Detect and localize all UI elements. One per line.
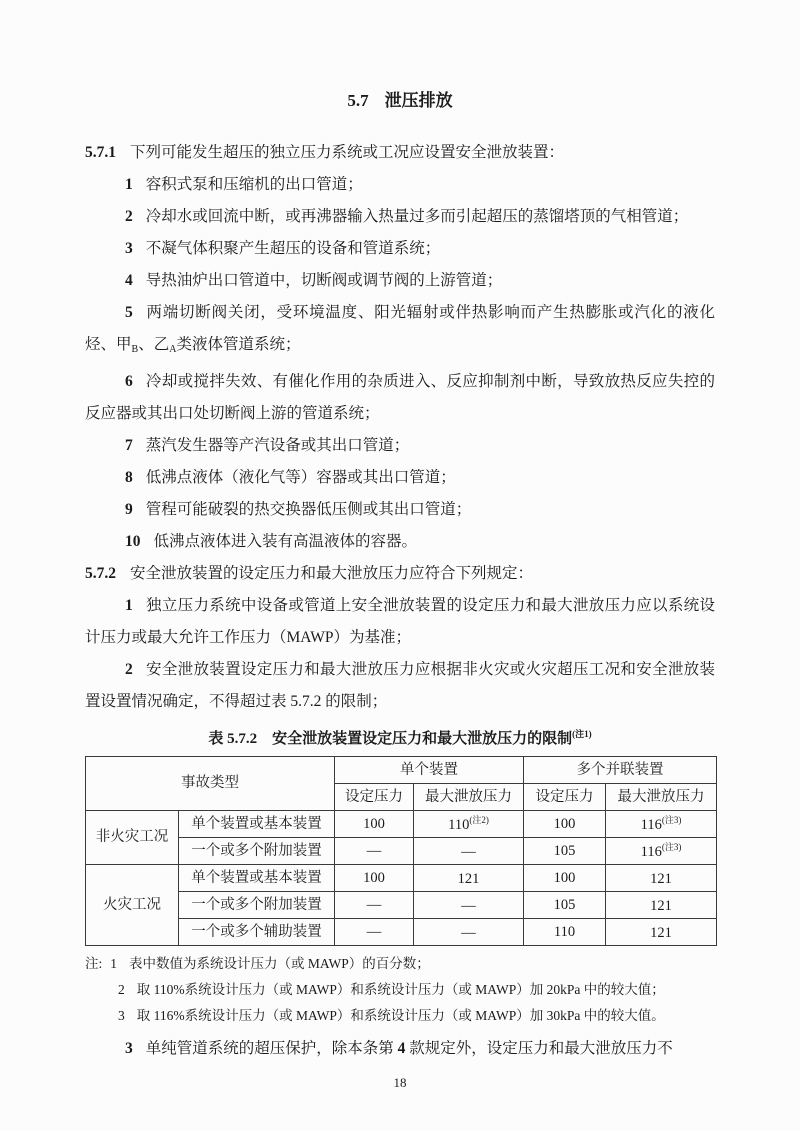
cell-note-ref: (注3) [661, 814, 682, 825]
cell-device-type: 一个或多个附加装置 [179, 838, 335, 865]
item-number: 9 [125, 501, 133, 518]
header-max-relief-single: 最大泄放压力 [414, 784, 524, 811]
item-text: 导热油炉出口管道中，切断阀或调节阀的上游管道； [145, 272, 503, 289]
header-set-pressure-single: 设定压力 [335, 784, 414, 811]
pressure-limit-table [85, 756, 717, 946]
table-note-3 [85, 1003, 715, 1029]
item-text: 独立压力系统中设备或管道上安全泄放装置的设定压力和最大泄放压力应以系统设计压力或最大允许工作压力（MAWP）为基准； [85, 597, 715, 646]
cell-device-type: 单个装置或基本装置 [179, 865, 335, 892]
note-text: 取 110%系统设计压力（或 MAWP）和系统设计压力（或 MAWP）加 20kPa 中的较大值； [136, 982, 665, 997]
item-number: 3 [125, 240, 133, 257]
list-item-4 [85, 265, 715, 297]
cell-value: 121 [457, 870, 480, 887]
cell-device-type: 一个或多个辅助装置 [179, 919, 335, 946]
header-set-pressure-multi: 设定压力 [524, 784, 606, 811]
item-text: 低沸点液体进入装有高温液体的容器。 [153, 533, 418, 550]
list-item-572-2 [85, 654, 715, 718]
item-number: 10 [125, 533, 141, 550]
list-item-5 [85, 297, 715, 366]
cell-set-pressure-single: 100 [335, 811, 414, 838]
clause-intro-text: 下列可能发生超压的独立压力系统或工况应设置安全泄放装置： [130, 144, 565, 161]
table-row [86, 919, 717, 946]
cell-category-nonfire: 非火灾工况 [86, 811, 179, 865]
cell-set-pressure-multi: 110 [524, 919, 606, 946]
item-number: 3 [125, 1040, 133, 1057]
item-text: 管程可能破裂的热交换器低压侧或其出口管道； [145, 501, 472, 518]
cell-max-relief-multi [606, 919, 717, 946]
table-row [86, 865, 717, 892]
table-note-2 [85, 977, 715, 1003]
list-item-7 [85, 430, 715, 462]
cell-note-ref: (注2) [469, 814, 489, 825]
cell-value: 121 [650, 897, 672, 914]
list-item-572-3 [85, 1033, 715, 1065]
cell-set-pressure-single: — [335, 838, 414, 865]
cell-value: — [461, 897, 476, 914]
note-number: 2 [118, 982, 125, 997]
table-row [86, 892, 717, 919]
item-text: 容积式泵和压缩机的出口管道； [145, 176, 363, 193]
cell-max-relief-single [414, 838, 524, 865]
cell-max-relief-single [414, 865, 524, 892]
clause-reference-number: 4 [397, 1040, 406, 1057]
cell-set-pressure-single: 100 [335, 865, 414, 892]
item-text: 低沸点液体（液化气等）容器或其出口管道； [145, 469, 456, 486]
cell-set-pressure-multi: 105 [524, 838, 606, 865]
table-caption [85, 722, 715, 751]
note-text: 表中数值为系统设计压力（或 MAWP）的百分数； [129, 956, 430, 971]
item-text: 冷却或搅拌失效、有催化作用的杂质进入、反应抑制剂中断，导致放热反应失控的反应器或其出口处切断阀上游的管道系统； [85, 373, 715, 422]
cell-value: — [461, 924, 476, 941]
item-number: 6 [125, 373, 133, 390]
item-text: 蒸汽发生器等产汽设备或其出口管道； [145, 437, 410, 454]
table-notes [85, 951, 715, 1029]
list-item-1 [85, 169, 715, 201]
liquid-class-subscript: A [169, 344, 177, 355]
clause-5-7-2 [85, 558, 715, 590]
clause-label: 5.7.2 [85, 565, 116, 582]
table-header-row-groups [86, 757, 717, 784]
item-text: 类液体管道系统； [176, 336, 301, 353]
list-item-2 [85, 201, 715, 233]
table-row [86, 838, 717, 865]
cell-max-relief-multi [606, 811, 717, 838]
liquid-class-subscript: B [131, 344, 139, 355]
list-item-8 [85, 462, 715, 494]
clause-intro-text: 安全泄放装置的设定压力和最大泄放压力应符合下列规定： [130, 565, 534, 582]
cell-max-relief-single [414, 892, 524, 919]
cell-set-pressure-multi: 105 [524, 892, 606, 919]
item-text: 冷却水或回流中断，或再沸器输入热量过多而引起超压的蒸馏塔顶的气相管道； [145, 208, 689, 225]
cell-device-type: 一个或多个附加装置 [179, 892, 335, 919]
header-multiple-devices: 多个并联装置 [524, 757, 717, 784]
cell-category-fire: 火灾工况 [86, 865, 179, 946]
table-row [86, 811, 717, 838]
item-text: 安全泄放装置设定压力和最大泄放压力应根据非火灾或火灾超压工况和安全泄放装置设置情况确定，不得超过表 5.7.2 的限制； [85, 661, 715, 710]
section-title-text: 泄压排放 [384, 91, 453, 110]
cell-max-relief-multi [606, 892, 717, 919]
clause-5-7-1 [85, 137, 715, 169]
cell-value: 116 [640, 816, 662, 833]
cell-value: — [461, 843, 476, 860]
item-number: 4 [125, 272, 133, 289]
list-item-6 [85, 366, 715, 430]
item-text: 两端切断阀关闭，受环境温度、阳光辐射或伴热影响而产生热膨胀或汽化的液化烃、甲 [85, 304, 715, 353]
item-number: 2 [125, 661, 133, 678]
note-number: 3 [118, 1008, 125, 1023]
section-title [85, 90, 715, 112]
item-text: 、乙 [138, 336, 170, 353]
item-number: 1 [125, 176, 133, 193]
item-text: 不凝气体积聚产生超压的设备和管道系统； [145, 240, 441, 257]
list-item-3 [85, 233, 715, 265]
list-item-9 [85, 494, 715, 526]
header-single-device: 单个装置 [335, 757, 524, 784]
item-number: 8 [125, 469, 133, 486]
page-number: 18 [393, 1075, 407, 1090]
cell-max-relief-multi [606, 865, 717, 892]
header-accident-type: 事故类型 [86, 757, 335, 811]
cell-set-pressure-single: — [335, 919, 414, 946]
cell-note-ref: (注3) [661, 841, 682, 852]
note-label: 注: [85, 956, 103, 971]
item-number: 5 [125, 304, 133, 321]
item-text: 款规定外，设定压力和最大泄放压力不 [405, 1040, 673, 1057]
cell-set-pressure-multi: 100 [524, 865, 606, 892]
header-max-relief-multi: 最大泄放压力 [606, 784, 717, 811]
section-number: 5.7 [347, 91, 369, 110]
list-item-572-1 [85, 590, 715, 654]
table-note-1 [85, 951, 715, 977]
cell-value: 116 [640, 843, 662, 860]
table-caption-text: 表 5.7.2 安全泄放装置设定压力和最大泄放压力的限制 [208, 731, 573, 747]
cell-value: 110 [448, 816, 470, 833]
item-number: 2 [125, 208, 133, 225]
cell-device-type: 单个装置或基本装置 [179, 811, 335, 838]
table-caption-note-ref: (注1) [572, 729, 592, 739]
cell-max-relief-multi [606, 838, 717, 865]
note-text: 取 116%系统设计压力（或 MAWP）和系统设计压力（或 MAWP）加 30kPa 中的较大值。 [136, 1008, 665, 1023]
item-text: 单纯管道系统的超压保护，除本条第 [145, 1040, 398, 1057]
cell-value: 121 [650, 870, 672, 887]
note-number: 1 [110, 956, 118, 971]
item-number: 1 [125, 597, 133, 614]
clause-label: 5.7.1 [85, 144, 116, 161]
cell-value: 121 [650, 924, 672, 941]
list-item-10 [85, 526, 715, 558]
cell-max-relief-single [414, 919, 524, 946]
cell-set-pressure-single: — [335, 892, 414, 919]
cell-max-relief-single [414, 811, 524, 838]
cell-set-pressure-multi: 100 [524, 811, 606, 838]
item-number: 7 [125, 437, 133, 454]
